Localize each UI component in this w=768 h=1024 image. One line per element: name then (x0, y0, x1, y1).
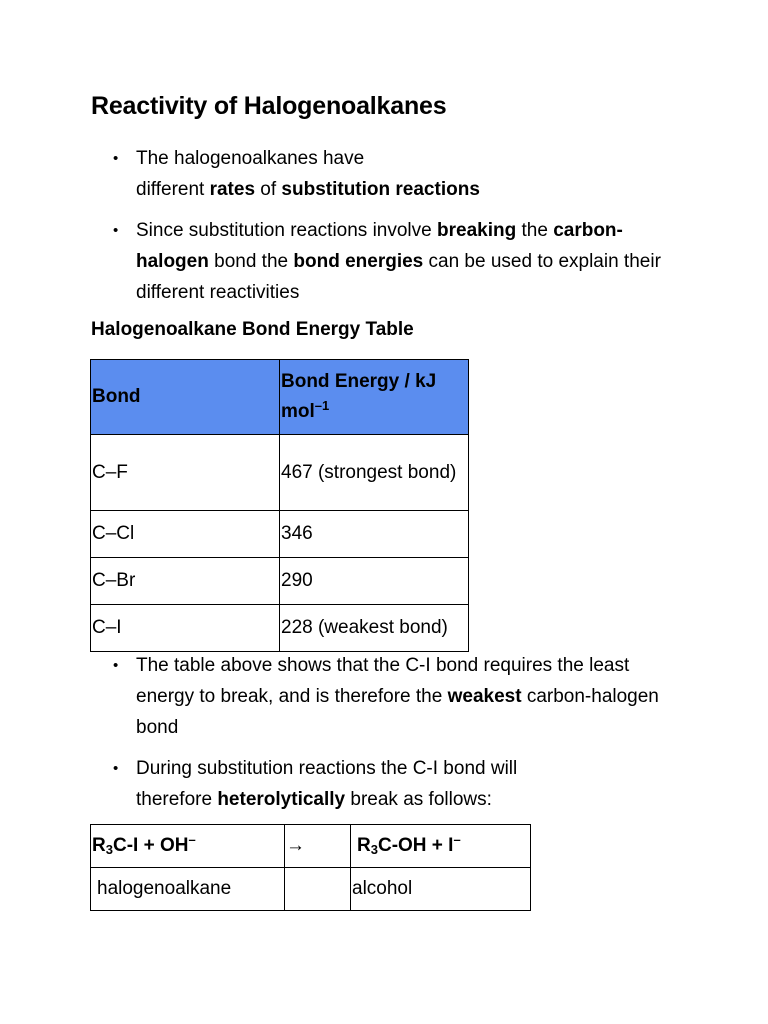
list-item (0, 753, 676, 815)
bullet-text: carbon-halogen bond (136, 686, 659, 738)
bullet-text: the (516, 220, 554, 241)
energy-unit-text: Bond Energy / kJ mol (281, 371, 437, 422)
bullet-text: different (136, 179, 210, 200)
reaction-arrow-icon: → (285, 825, 351, 868)
superscript: – (188, 832, 196, 847)
bullet-text: therefore (136, 789, 218, 810)
bond-cell: C–Cl (91, 511, 280, 558)
bullet-icon: • (113, 657, 119, 674)
bold-text: weakest (447, 686, 522, 707)
page-title: Reactivity of Halogenoalkanes (91, 92, 447, 120)
subscript: 3 (370, 842, 378, 857)
list-item (0, 650, 676, 743)
bold-text: carbon-halogen (136, 220, 623, 272)
bullet-text: Since substitution reactions involve (136, 220, 437, 241)
equation-part: R (92, 835, 106, 856)
table-row (91, 558, 469, 605)
bullet-text: The table above shows that the C-I bond requires the least energy to break, and is therefore the (136, 655, 630, 707)
superscript: –1 (314, 398, 330, 413)
product-label: alcohol (351, 868, 531, 911)
energy-cell: 346 (280, 511, 469, 558)
subscript: 3 (105, 842, 113, 857)
energy-cell: 228 (weakest bond) (280, 605, 469, 652)
bullet-text: During substitution reactions the C-I bond will (136, 758, 518, 779)
bullet-text: The halogenoalkanes have (136, 148, 365, 169)
energy-cell: 467 (strongest bond) (280, 435, 469, 511)
bullet-text: of (255, 179, 282, 200)
reactant-equation (91, 825, 285, 868)
bold-text: substitution reactions (281, 179, 480, 200)
bold-text: heterolytically (217, 789, 346, 810)
equation-part: C-I + OH (112, 835, 189, 856)
list-item (0, 143, 676, 205)
table-row (91, 511, 469, 558)
bullet-icon: • (113, 150, 119, 167)
equation-part: R (357, 835, 371, 856)
list-item (0, 215, 676, 308)
bond-cell: C–F (91, 435, 280, 511)
explanation-bullet-list (0, 650, 676, 815)
bold-text: bond energies (293, 251, 424, 272)
bond-cell: C–Br (91, 558, 280, 605)
table-row (91, 825, 531, 868)
bond-cell: C–I (91, 605, 280, 652)
equation-part: C-OH + I (377, 835, 454, 856)
bold-text: breaking (437, 220, 517, 241)
bond-energy-table (90, 359, 469, 652)
column-header-energy (280, 360, 469, 435)
table-row (91, 435, 469, 511)
table-header-row (91, 360, 469, 435)
bullet-icon: • (113, 760, 119, 777)
empty-cell (285, 868, 351, 911)
table-row (91, 605, 469, 652)
bullet-text: break as follows: (345, 789, 492, 810)
column-header-bond: Bond (91, 360, 280, 435)
table-row (91, 868, 531, 911)
bullet-text: can be used to explain their different reactivities (136, 251, 661, 303)
superscript: – (453, 832, 461, 847)
product-equation (351, 825, 531, 868)
reactant-label: halogenoalkane (91, 868, 285, 911)
intro-bullet-list (0, 143, 676, 308)
reaction-table (90, 824, 531, 911)
energy-cell: 290 (280, 558, 469, 605)
table-heading: Halogenoalkane Bond Energy Table (91, 319, 414, 340)
bold-text: rates (209, 179, 256, 200)
bullet-icon: • (113, 222, 119, 239)
bullet-text: bond the (208, 251, 294, 272)
